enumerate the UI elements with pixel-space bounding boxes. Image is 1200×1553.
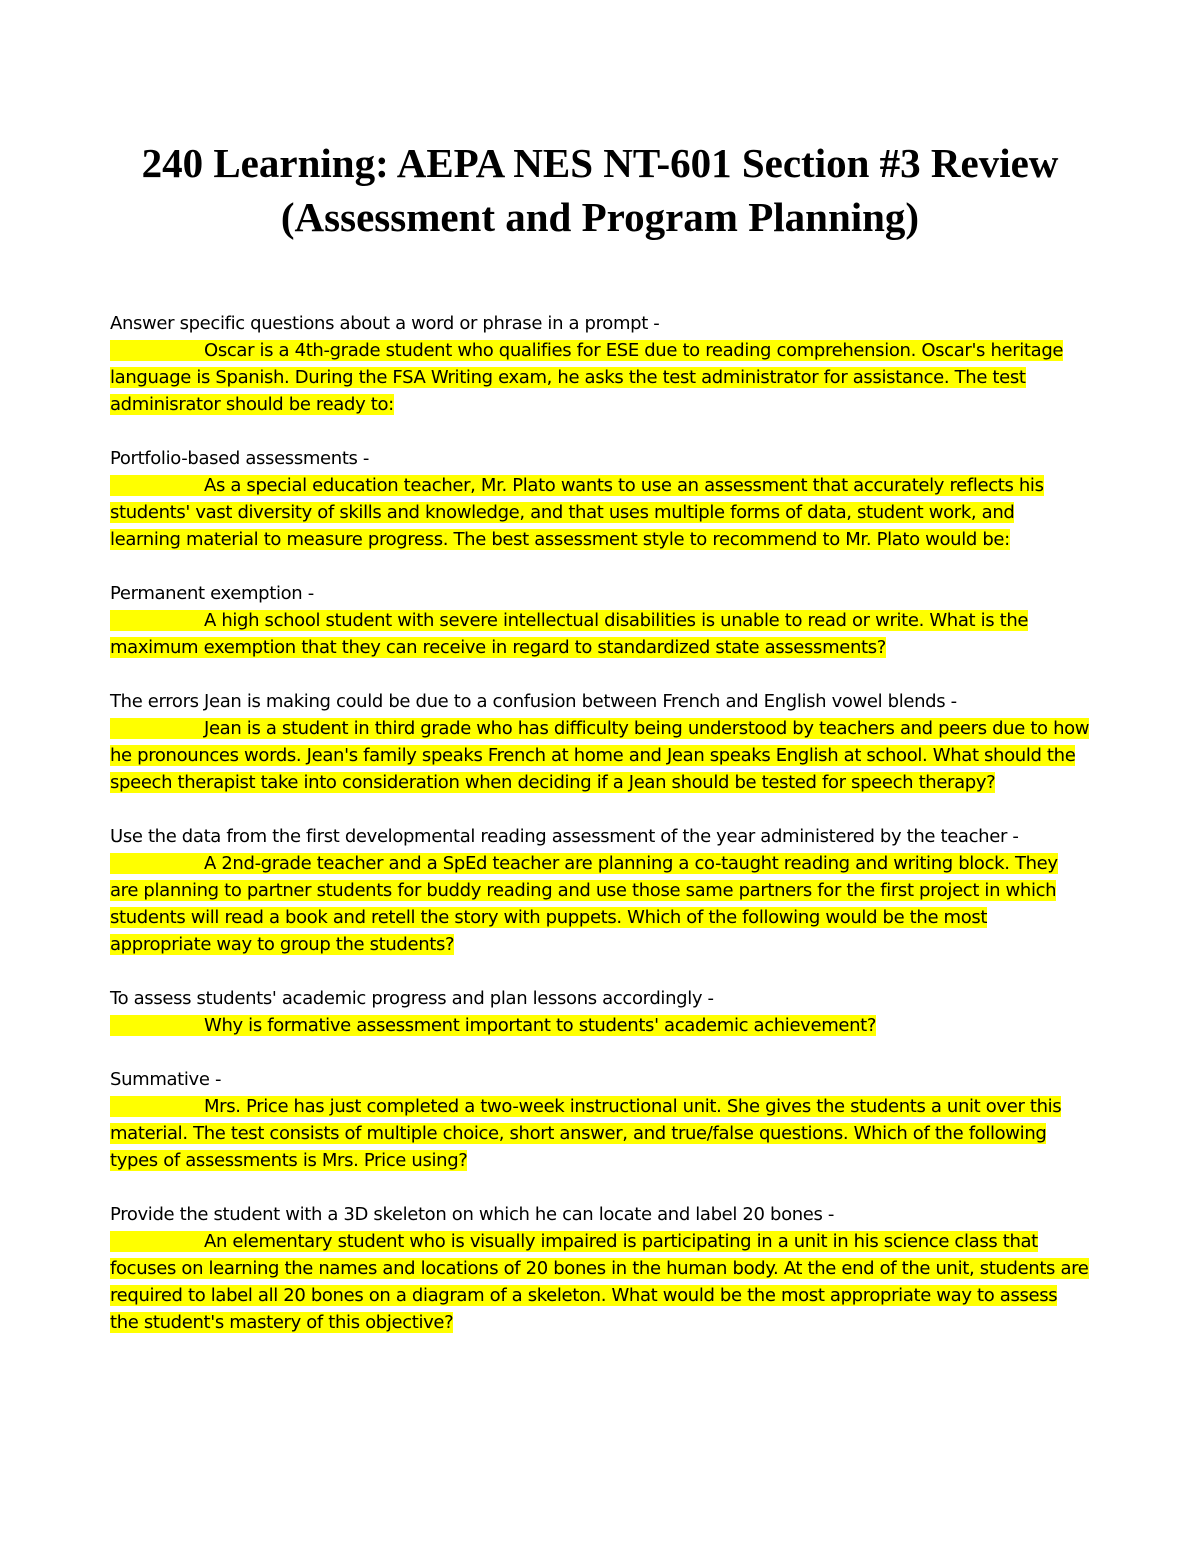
qa-item — [110, 1066, 1090, 1174]
qa-item — [110, 445, 1090, 553]
highlighted-answer — [110, 475, 1044, 550]
answer-paragraph — [110, 850, 1090, 958]
answer-text: Mrs. Price has just completed a two-week instructional unit. She gives the students a unit over this material. The test consists of multiple choice, short answer, and true/false questions. Which of the following types of assessments is Mrs. Price using? — [110, 1096, 1062, 1171]
answer-paragraph — [110, 715, 1090, 796]
answer-paragraph — [110, 1228, 1090, 1336]
qa-list — [110, 310, 1090, 1363]
question-text: Use the data from the first developmental reading assessment of the year administered by the teacher - — [110, 826, 1019, 847]
highlighted-answer — [110, 340, 1063, 415]
qa-item — [110, 985, 1090, 1039]
answer-paragraph — [110, 472, 1090, 553]
answer-paragraph — [110, 607, 1090, 661]
qa-item — [110, 580, 1090, 661]
answer-text: Oscar is a 4th-grade student who qualifies for ESE due to reading comprehension. Oscar's heritage language is Spanish. During the FSA Writing exam, he asks the test administrator for assistance. The test adminisrator should be ready to: — [110, 340, 1064, 415]
answer-text: An elementary student who is visually impaired is participating in a unit in his science class that focuses on learning the names and locations of 20 bones in the human body. At the end of the unit, students are required to label all 20 bones on a diagram of a skeleton. What would be the most appropriate way to assess the student's mastery of this objective? — [110, 1231, 1089, 1333]
qa-item — [110, 823, 1090, 958]
qa-item — [110, 688, 1090, 796]
answer-text: A 2nd-grade teacher and a SpEd teacher are planning a co-taught reading and writing block. They are planning to partner students for buddy reading and use those same partners for the first project in which students will read a book and retell the story with puppets. Which of the following would be the most appropriate way to group the students? — [110, 853, 1058, 955]
highlighted-answer — [110, 853, 1058, 955]
question-text: Provide the student with a 3D skeleton on which he can locate and label 20 bones - — [110, 1204, 835, 1225]
answer-text: As a special education teacher, Mr. Plato wants to use an assessment that accurately reflects his students' vast diversity of skills and knowledge, and that uses multiple forms of data, student work, and learning material to measure progress. The best assessment style to recommend to Mr. Plato would be: — [110, 475, 1044, 550]
question-text: Portfolio-based assessments - — [110, 448, 370, 469]
highlighted-answer — [110, 1096, 1061, 1171]
qa-item — [110, 1201, 1090, 1336]
question-text: The errors Jean is making could be due to a confusion between French and English vowel blends - — [110, 691, 957, 712]
answer-text: A high school student with severe intellectual disabilities is unable to read or write. What is the maximum exemption that they can receive in regard to standardized state assessments? — [110, 610, 1029, 658]
answer-text: Why is formative assessment important to students' academic achievement? — [204, 1015, 877, 1036]
answer-text: Jean is a student in third grade who has difficulty being understood by teachers and peers due to how he pronounces words. Jean's family speaks French at home and Jean speaks English at school. What should the speech therapist take into consideration when deciding if a Jean should be tested for speech therapy? — [110, 718, 1090, 793]
highlighted-answer — [110, 1231, 1089, 1333]
question-text: Summative - — [110, 1069, 222, 1090]
question-text: Permanent exemption - — [110, 583, 314, 604]
highlighted-answer — [110, 718, 1089, 793]
highlighted-answer — [110, 1015, 876, 1036]
document-title: 240 Learning: AEPA NES NT-601 Section #3 Review (Assessment and Program Planning) — [141, 140, 1059, 240]
answer-paragraph — [110, 1012, 1090, 1039]
answer-paragraph — [110, 1093, 1090, 1174]
question-text: Answer specific questions about a word or phrase in a prompt - — [110, 313, 660, 334]
question-text: To assess students' academic progress and plan lessons accordingly - — [110, 988, 714, 1009]
answer-paragraph — [110, 337, 1090, 418]
highlighted-answer — [110, 610, 1028, 658]
qa-item — [110, 310, 1090, 418]
